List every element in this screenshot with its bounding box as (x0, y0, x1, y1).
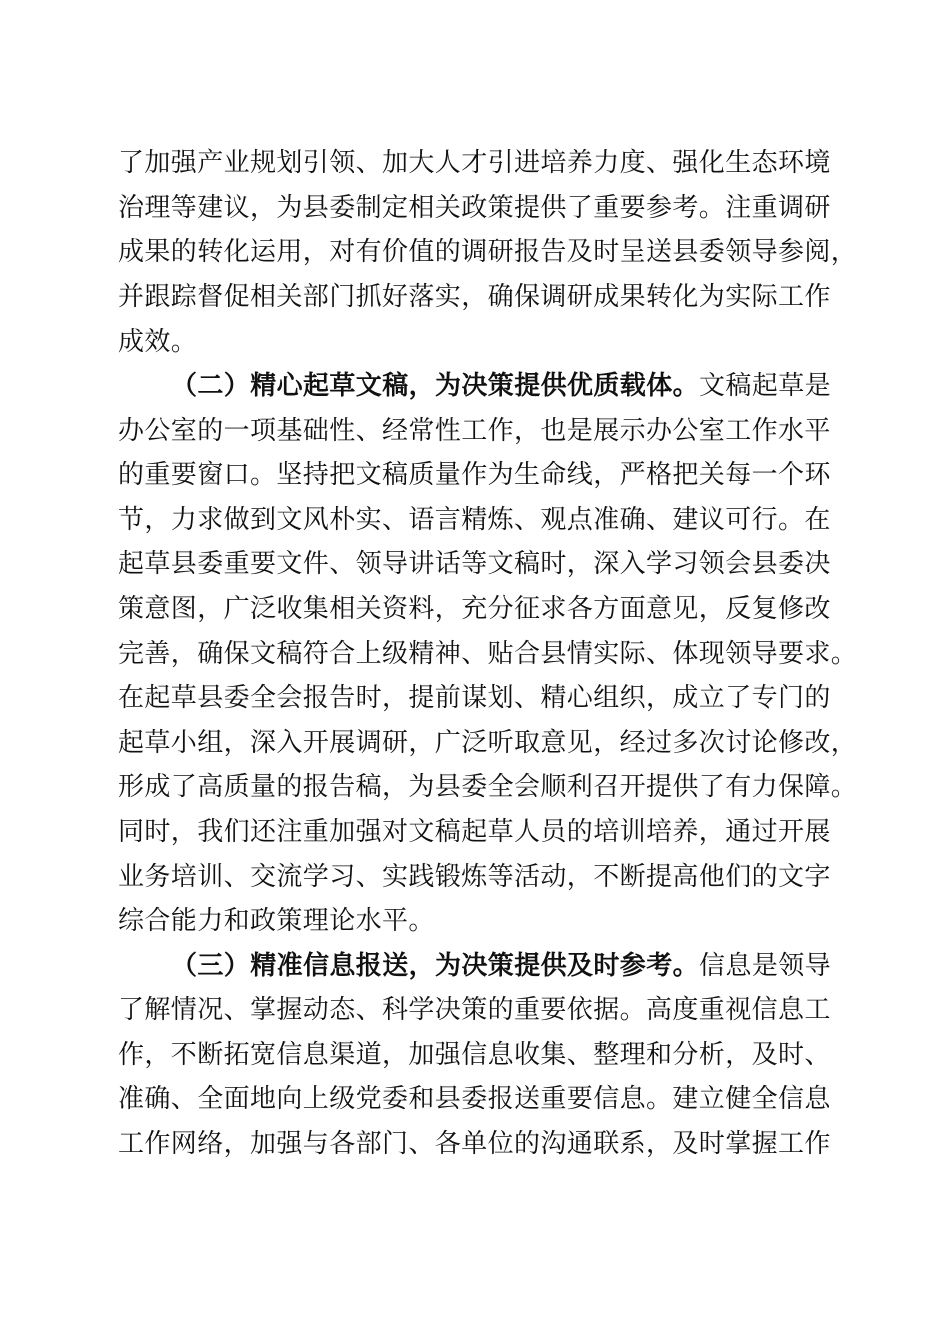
text-line: 了解情况、掌握动态、科学决策的重要依据。高度重视信息工 (118, 995, 831, 1025)
text-run: 文稿起草是 (699, 371, 832, 401)
text-line: 作，不断拓宽信息渠道，加强信息收集、整理和分析，及时、 (118, 1040, 831, 1070)
text-line: 并跟踪督促相关部门抓好落实，确保调研成果转化为实际工作 (118, 282, 831, 312)
text-line (171, 946, 831, 986)
text-line: 形成了高质量的报告稿，为县委全会顺利召开提供了有力保障。 (118, 772, 858, 802)
text-line (171, 366, 831, 406)
text-line: 在起草县委全会报告时，提前谋划、精心组织，成立了专门的 (118, 683, 831, 713)
text-line: 策意图，广泛收集相关资料，充分征求各方面意见，反复修改 (118, 594, 831, 624)
text-line: 起草县委重要文件、领导讲话等文稿时，深入学习领会县委决 (118, 549, 831, 579)
text-run: 信息是领导 (699, 951, 832, 981)
section-heading: （二）精心起草文稿，为决策提供优质载体。 (171, 371, 700, 401)
text-line: 成效。 (118, 327, 198, 357)
text-line: 准确、全面地向上级党委和县委报送重要信息。建立健全信息 (118, 1084, 831, 1114)
text-line: 的重要窗口。坚持把文稿质量作为生命线，严格把关每一个环 (118, 460, 831, 490)
text-line: 治理等建议，为县委制定相关政策提供了重要参考。注重调研 (118, 193, 831, 223)
text-line: 完善，确保文稿符合上级精神、贴合县情实际、体现领导要求。 (118, 639, 858, 669)
text-line: 节，力求做到文风朴实、语言精炼、观点准确、建议可行。在 (118, 505, 831, 535)
section-heading: （三）精准信息报送，为决策提供及时参考。 (171, 951, 700, 981)
text-line: 综合能力和政策理论水平。 (118, 906, 435, 936)
text-line: 业务培训、交流学习、实践锻炼等活动，不断提高他们的文字 (118, 862, 831, 892)
text-line: 工作网络，加强与各部门、各单位的沟通联系，及时掌握工作 (118, 1129, 831, 1159)
text-line: 同时，我们还注重加强对文稿起草人员的培训培养，通过开展 (118, 817, 831, 847)
text-line: 起草小组，深入开展调研，广泛听取意见，经过多次讨论修改， (118, 728, 858, 758)
text-line: 办公室的一项基础性、经常性工作，也是展示办公室工作水平 (118, 416, 831, 446)
text-line: 了加强产业规划引领、加大人才引进培养力度、强化生态环境 (118, 148, 831, 178)
text-line: 成果的转化运用，对有价值的调研报告及时呈送县委领导参阅， (118, 237, 858, 267)
